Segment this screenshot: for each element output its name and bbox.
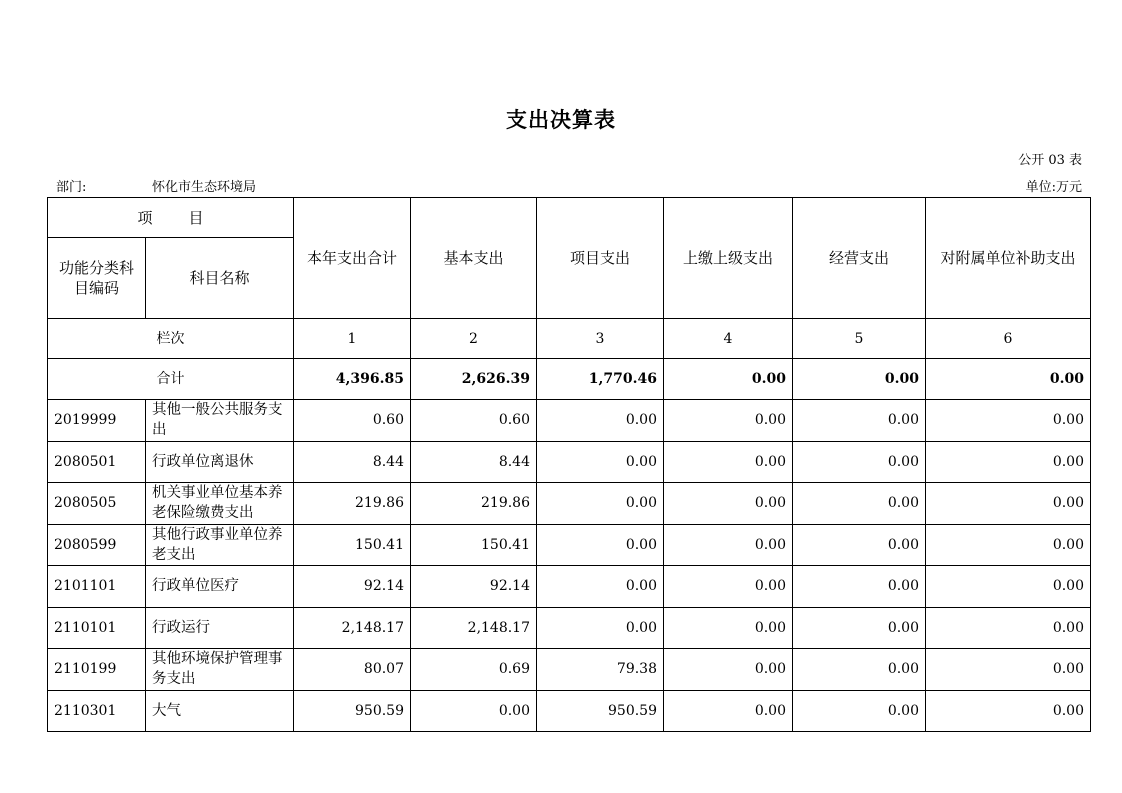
row-name-line1: 行政运行 — [152, 619, 210, 636]
column-index-cell: 3 — [537, 319, 664, 359]
row-value-cell: 0.00 — [793, 524, 926, 566]
form-number: 公开 03 表 — [1018, 153, 1082, 168]
row-name — [146, 607, 294, 649]
row-value-cell: 0.00 — [926, 690, 1091, 732]
row-value-cell: 0.00 — [537, 566, 664, 608]
row-name-line1: 行政单位离退休 — [152, 453, 254, 470]
column-index-cell: 1 — [294, 319, 411, 359]
row-value-cell: 219.86 — [411, 483, 537, 525]
row-value-cell: 0.00 — [793, 566, 926, 608]
row-value-cell: 0.00 — [926, 607, 1091, 649]
header-col-3: 项目支出 — [537, 198, 664, 319]
row-value-cell: 0.00 — [793, 649, 926, 691]
column-index-cell: 4 — [664, 319, 793, 359]
row-name-line2: 出 — [152, 422, 167, 439]
row-value-cell: 0.00 — [664, 483, 793, 525]
row-value-cell: 0.00 — [664, 400, 793, 442]
row-name — [146, 483, 294, 525]
unit-label: 单位:万元 — [1025, 180, 1082, 195]
row-value-cell: 79.38 — [537, 649, 664, 691]
header-item-a: 项 — [137, 208, 153, 227]
total-cell: 0.00 — [664, 359, 793, 400]
row-value-cell: 0.00 — [793, 400, 926, 442]
table-row — [48, 441, 1091, 483]
row-code: 2110199 — [48, 649, 146, 691]
header-code-line2: 目编码 — [73, 279, 119, 297]
header-col-1: 本年支出合计 — [294, 198, 411, 319]
total-row — [48, 359, 1091, 400]
row-name — [146, 690, 294, 732]
row-name-line1: 其他行政事业单位养 — [152, 526, 283, 543]
row-code: 2019999 — [48, 400, 146, 442]
header-col-5: 经营支出 — [793, 198, 926, 319]
row-name — [146, 649, 294, 691]
header-name: 科目名称 — [146, 238, 294, 319]
row-value-cell: 2,148.17 — [294, 607, 411, 649]
total-cell: 1,770.46 — [537, 359, 664, 400]
header-item — [48, 198, 294, 238]
row-name-line1: 其他环境保护管理事 — [152, 651, 283, 668]
row-code: 2080599 — [48, 524, 146, 566]
column-index-cell: 5 — [793, 319, 926, 359]
column-index-cell: 2 — [411, 319, 537, 359]
row-value-cell: 0.00 — [537, 400, 664, 442]
row-name-line1: 大气 — [152, 702, 181, 719]
row-value-cell: 0.00 — [411, 690, 537, 732]
row-value-cell: 0.00 — [664, 524, 793, 566]
row-value-cell: 0.00 — [537, 483, 664, 525]
row-value-cell: 0.00 — [926, 566, 1091, 608]
row-value-cell: 92.14 — [411, 566, 537, 608]
expenditure-table — [47, 197, 1091, 732]
row-value-cell: 0.00 — [793, 690, 926, 732]
row-value-cell: 0.00 — [537, 441, 664, 483]
row-value-cell: 0.00 — [926, 441, 1091, 483]
row-name-line1: 行政单位医疗 — [152, 578, 239, 595]
column-index-label: 栏次 — [48, 319, 294, 359]
row-value-cell: 0.00 — [793, 607, 926, 649]
row-name-line2: 老支出 — [152, 546, 196, 563]
row-name-line1: 机关事业单位基本养 — [152, 485, 283, 502]
row-value-cell: 0.00 — [664, 566, 793, 608]
row-code: 2080505 — [48, 483, 146, 525]
table-row — [48, 690, 1091, 732]
row-value-cell: 8.44 — [294, 441, 411, 483]
row-code: 2080501 — [48, 441, 146, 483]
page-title: 支出决算表 — [506, 107, 616, 132]
row-value-cell: 219.86 — [294, 483, 411, 525]
row-value-cell: 0.00 — [793, 483, 926, 525]
row-value-cell: 0.60 — [411, 400, 537, 442]
row-code: 2101101 — [48, 566, 146, 608]
header-row-1 — [48, 198, 1091, 238]
row-value-cell: 80.07 — [294, 649, 411, 691]
row-value-cell: 0.00 — [664, 649, 793, 691]
row-code: 2110301 — [48, 690, 146, 732]
row-name — [146, 441, 294, 483]
row-value-cell: 150.41 — [294, 524, 411, 566]
column-index-cell: 6 — [926, 319, 1091, 359]
table-row — [48, 400, 1091, 442]
row-value-cell: 0.00 — [926, 524, 1091, 566]
table-row — [48, 566, 1091, 608]
row-value-cell: 92.14 — [294, 566, 411, 608]
table-row — [48, 649, 1091, 691]
row-value-cell: 0.00 — [664, 441, 793, 483]
row-value-cell: 950.59 — [294, 690, 411, 732]
row-value-cell: 950.59 — [537, 690, 664, 732]
header-code — [48, 238, 146, 319]
header-col-4: 上缴上级支出 — [664, 198, 793, 319]
header-col-6: 对附属单位补助支出 — [926, 198, 1091, 319]
table-row — [48, 607, 1091, 649]
row-value-cell: 0.00 — [793, 441, 926, 483]
row-value-cell: 0.00 — [926, 400, 1091, 442]
department-label: 部门: — [56, 180, 87, 195]
header-col-2: 基本支出 — [411, 198, 537, 319]
row-name — [146, 400, 294, 442]
row-value-cell: 0.00 — [926, 483, 1091, 525]
row-value-cell: 0.60 — [294, 400, 411, 442]
row-name-line1: 其他一般公共服务支 — [152, 402, 283, 419]
row-value-cell: 2,148.17 — [411, 607, 537, 649]
row-value-cell: 0.00 — [926, 649, 1091, 691]
header-code-line1: 功能分类科 — [58, 259, 134, 277]
column-index-row — [48, 319, 1091, 359]
row-value-cell: 0.69 — [411, 649, 537, 691]
row-value-cell: 150.41 — [411, 524, 537, 566]
row-name-line2: 老保险缴费支出 — [152, 505, 254, 522]
row-name — [146, 566, 294, 608]
row-value-cell: 0.00 — [664, 607, 793, 649]
table-row — [48, 524, 1091, 566]
total-cell: 0.00 — [793, 359, 926, 400]
table-row — [48, 483, 1091, 525]
row-code: 2110101 — [48, 607, 146, 649]
total-label: 合计 — [48, 359, 294, 400]
department-name: 怀化市生态环境局 — [152, 180, 257, 195]
row-value-cell: 0.00 — [537, 524, 664, 566]
header-item-b: 目 — [188, 208, 204, 227]
row-value-cell: 8.44 — [411, 441, 537, 483]
row-value-cell: 0.00 — [537, 607, 664, 649]
total-cell: 0.00 — [926, 359, 1091, 400]
total-cell: 2,626.39 — [411, 359, 537, 400]
total-cell: 4,396.85 — [294, 359, 411, 400]
row-value-cell: 0.00 — [664, 690, 793, 732]
row-name-line2: 务支出 — [152, 671, 196, 688]
row-name — [146, 524, 294, 566]
